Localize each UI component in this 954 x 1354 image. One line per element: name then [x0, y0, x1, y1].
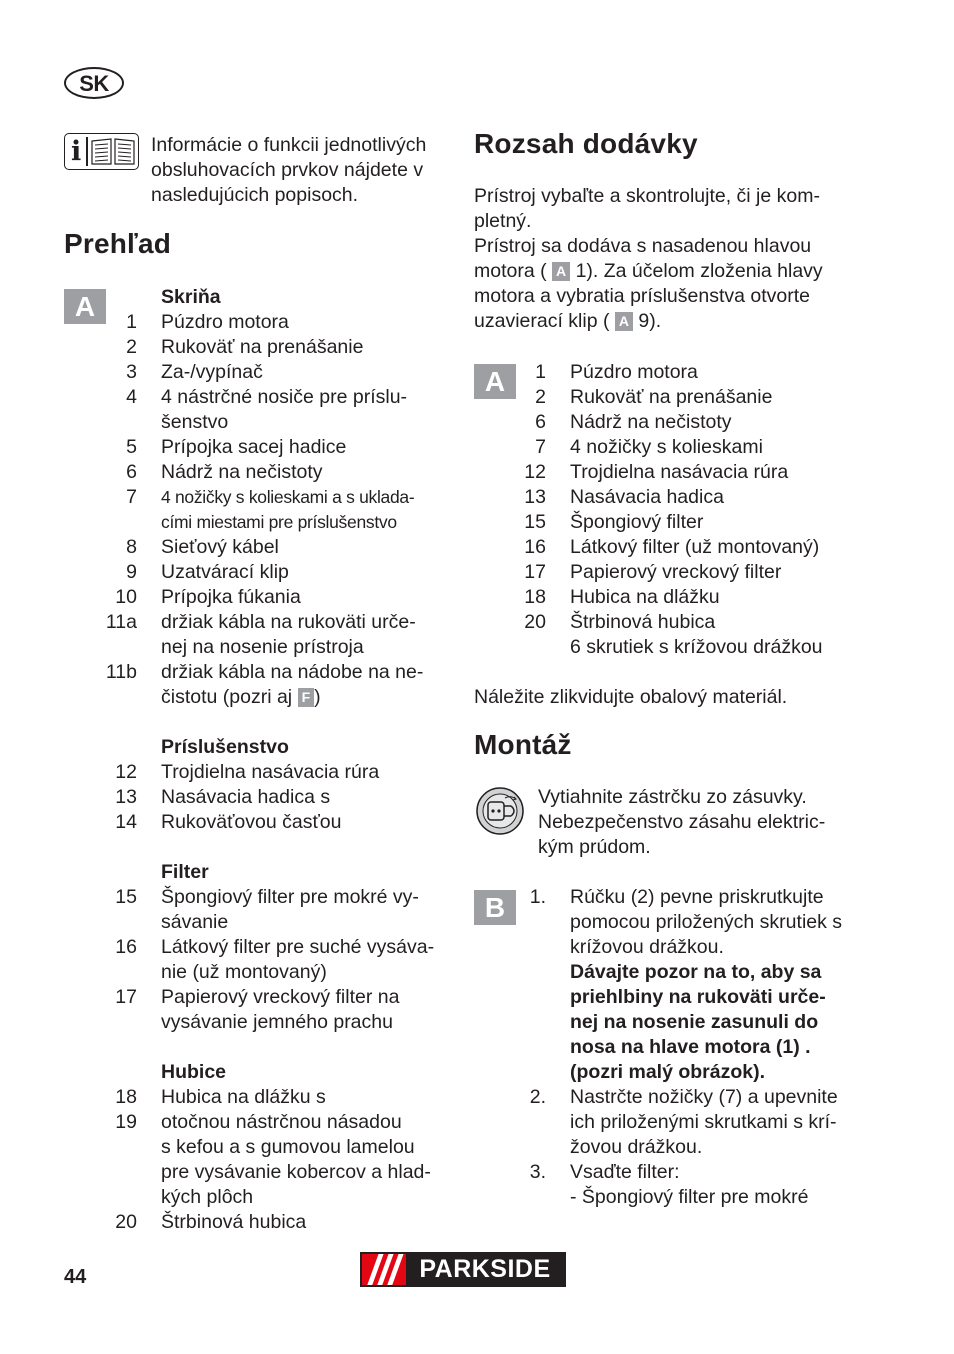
- open-book-icon: [90, 137, 136, 166]
- item-text: šenstvo: [161, 411, 229, 433]
- assembly-warning: [538, 785, 868, 860]
- assembly-step-item: [505, 1035, 865, 1060]
- scope-paragraph-line: motora ( A 1). Za účelom zloženia hlavy: [474, 260, 823, 282]
- figure-ref-a-badge: A: [64, 289, 106, 324]
- disposal-note: Náležite zlikvidujte obalový materiál.: [474, 686, 788, 708]
- intro-text: Informácie o funkcii jednotlivých obsluhovacích prvkov nájdete v nasledujúcich popisoch.: [151, 134, 427, 206]
- overview-item: [96, 460, 456, 485]
- item-text: sávanie: [161, 911, 229, 933]
- item-number: [96, 1010, 137, 1035]
- scope-item: [505, 360, 865, 385]
- scope-item: [505, 585, 865, 610]
- scope-item: [505, 485, 865, 510]
- scope-paragraph-line: Prístroj vybaľte a skontrolujte, či je kom-: [474, 185, 820, 207]
- item-number: [505, 1035, 546, 1060]
- item-text: nej na nosenie zasunuli do: [570, 1011, 819, 1033]
- overview-item: [96, 335, 456, 360]
- scope-item: [505, 510, 865, 535]
- overview-section-heading: [96, 735, 456, 760]
- item-text: Rukoväť na prenášanie: [570, 386, 773, 408]
- overview-item: [96, 510, 456, 535]
- item-text: Filter: [161, 861, 209, 883]
- item-number: [96, 1135, 137, 1160]
- figure-ref-badge: F: [298, 688, 315, 707]
- brand-wordmark: PARKSIDE: [406, 1254, 564, 1285]
- item-text: Látkový filter (už montovaný): [570, 536, 820, 558]
- item-number: 7: [126, 486, 137, 508]
- overview-section-heading: [96, 1060, 456, 1085]
- info-i-glyph: i: [71, 136, 82, 167]
- item-text: Látkový filter pre suché vysáva-: [161, 936, 435, 958]
- assembly-step-item: [505, 1010, 865, 1035]
- overview-item: [96, 810, 456, 835]
- item-text: Nasávacia hadica: [570, 486, 724, 508]
- item-text: Vsaďte filter:: [570, 1161, 680, 1183]
- item-text: Skriňa: [161, 286, 221, 308]
- scope-item: [505, 385, 865, 410]
- assembly-step-item: [505, 1185, 865, 1210]
- overview-heading: Prehľad: [64, 228, 172, 259]
- item-text: 4 nástrčné nosiče pre príslu-: [161, 386, 408, 408]
- scope-paragraph-line: Prístroj sa dodáva s nasadenou hlavou: [474, 235, 812, 257]
- assembly-step-item: [505, 1085, 865, 1110]
- scope-heading: Rozsah dodávky: [474, 128, 698, 159]
- item-text: čistotu (pozri aj: [161, 686, 298, 708]
- info-manual-icon: [64, 133, 139, 170]
- parkside-logo: [360, 1252, 566, 1287]
- item-number: 1.: [529, 886, 546, 908]
- item-text: Hubice: [161, 1061, 227, 1083]
- item-text: Papierový vreckový filter: [570, 561, 782, 583]
- figure-ref-b-badge: B: [474, 890, 516, 925]
- assembly-steps: [505, 885, 865, 1210]
- item-text: cími miestami pre príslušenstvo: [161, 512, 397, 532]
- overview-item: [96, 560, 456, 585]
- language-badge: SK: [64, 67, 124, 99]
- figure-ref-badge: A: [615, 312, 633, 331]
- item-number: [96, 860, 137, 885]
- overview-item: [96, 935, 456, 960]
- item-number: 8: [126, 536, 137, 558]
- item-number: 17: [115, 986, 137, 1008]
- item-text: Púzdro motora: [161, 311, 289, 333]
- item-number: 5: [126, 436, 137, 458]
- item-text: Hubica na dlážku: [570, 586, 720, 608]
- scope-item: [505, 435, 865, 460]
- item-number: 10: [115, 586, 137, 608]
- item-number: [505, 910, 546, 935]
- scope-figure-ref-badge: A: [474, 364, 516, 399]
- overview-list: [96, 285, 456, 1235]
- item-text: Dávajte pozor na to, aby sa: [570, 961, 822, 983]
- assembly-step-item: [505, 1110, 865, 1135]
- item-number: 15: [524, 511, 546, 533]
- overview-item: [96, 1185, 456, 1210]
- overview-item: [96, 1135, 456, 1160]
- item-number: 16: [524, 536, 546, 558]
- item-text: 4 nožičky s kolieskami: [570, 436, 763, 458]
- scope-list: [505, 360, 865, 660]
- item-text: - Špongiový filter pre mokré: [570, 1186, 809, 1208]
- scope-paragraph-line: uzavierací klip ( A 9).: [474, 310, 662, 332]
- item-number: [505, 1135, 546, 1160]
- item-text: Špongiový filter pre mokré vy-: [161, 886, 419, 908]
- item-number: 15: [115, 886, 137, 908]
- assembly-step-item: [505, 960, 865, 985]
- item-text: ich priloženými skrutkami s krí-: [570, 1111, 837, 1133]
- item-number: [96, 1160, 137, 1185]
- unplug-warning-icon: [475, 786, 525, 836]
- overview-item: [96, 1085, 456, 1110]
- item-text: držiak kábla na nádobe na ne-: [161, 661, 424, 683]
- item-text: Prípojka sacej hadice: [161, 436, 347, 458]
- overview-item: [96, 960, 456, 985]
- item-number: [505, 1110, 546, 1135]
- item-number: 6: [535, 411, 546, 433]
- overview-item: [96, 760, 456, 785]
- item-number: 9: [126, 561, 137, 583]
- item-text: Nastrčte nožičky (7) a upevnite: [570, 1086, 838, 1108]
- item-number: 13: [524, 486, 546, 508]
- overview-item: [96, 1010, 456, 1035]
- overview-item: [96, 585, 456, 610]
- item-text: 4 nožičky s kolieskami a s uklada-: [161, 487, 415, 507]
- overview-item: [96, 660, 456, 685]
- overview-item: [96, 1210, 456, 1235]
- warning-line: Nebezpečenstvo zásahu elektric-: [538, 811, 826, 833]
- item-number: 2.: [529, 1086, 546, 1108]
- item-text: Rúčku (2) pevne priskrutkujte: [570, 886, 824, 908]
- item-number: 20: [115, 1211, 137, 1233]
- item-text: držiak kábla na rukoväti urče-: [161, 611, 416, 633]
- overview-item: [96, 910, 456, 935]
- item-number: [505, 1010, 546, 1035]
- scope-item: [505, 560, 865, 585]
- assembly-step-item: [505, 910, 865, 935]
- assembly-step-item: [505, 985, 865, 1010]
- overview-section-heading: [96, 285, 456, 310]
- item-number: 7: [535, 436, 546, 458]
- item-number: [505, 935, 546, 960]
- item-text: Púzdro motora: [570, 361, 698, 383]
- scope-item: [505, 460, 865, 485]
- warning-line: Vytiahnite zástrčku zo zásuvky.: [538, 786, 807, 808]
- item-text: Papierový vreckový filter na: [161, 986, 400, 1008]
- item-text: 6 skrutiek s krížovou drážkou: [570, 636, 823, 658]
- item-number: 17: [524, 561, 546, 583]
- item-text: Za-/vypínač: [161, 361, 263, 383]
- item-number: [96, 910, 137, 935]
- item-number: 18: [115, 1086, 137, 1108]
- item-number: [96, 510, 137, 535]
- item-number: 3: [126, 361, 137, 383]
- item-number: 11b: [105, 661, 137, 683]
- item-text: Nádrž na nečistoty: [570, 411, 732, 433]
- overview-item: [96, 385, 456, 410]
- item-number: [505, 1060, 546, 1085]
- item-text: vysávanie jemného prachu: [161, 1011, 393, 1033]
- item-text: pomocou priložených skrutiek s: [570, 911, 843, 933]
- item-number: [96, 1185, 137, 1210]
- item-text: Rukoväťovou časťou: [161, 811, 342, 833]
- overview-item: [96, 635, 456, 660]
- item-text: žovou drážkou.: [570, 1136, 703, 1158]
- item-text: kých plôch: [161, 1186, 254, 1208]
- overview-item: [96, 410, 456, 435]
- item-number: [96, 1060, 137, 1085]
- overview-item: [96, 1110, 456, 1135]
- overview-item: [96, 610, 456, 635]
- item-number: [505, 960, 546, 985]
- item-text: Uzatvárací klip: [161, 561, 289, 583]
- item-text: nosa na hlave motora (1) .: [570, 1036, 811, 1058]
- scope-item: [505, 410, 865, 435]
- scope-paragraph-line: pletný.: [474, 210, 532, 232]
- page-number: 44: [64, 1266, 87, 1288]
- item-number: [505, 1185, 546, 1210]
- overview-item: [96, 885, 456, 910]
- item-number: 18: [524, 586, 546, 608]
- item-text: priehlbiny na rukoväti urče-: [570, 986, 826, 1008]
- item-number: 14: [115, 811, 137, 833]
- item-text: nie (už montovaný): [161, 961, 327, 983]
- overview-item: [96, 985, 456, 1010]
- item-text: Sieťový kábel: [161, 536, 279, 558]
- item-number: 1: [126, 311, 137, 333]
- item-number: [96, 285, 137, 310]
- item-text: pre vysávanie kobercov a hlad-: [161, 1161, 431, 1183]
- item-number: 12: [115, 761, 137, 783]
- item-text: s kefou a s gumovou lamelou: [161, 1136, 415, 1158]
- scope-paragraph: [474, 184, 874, 334]
- item-number: 2: [535, 386, 546, 408]
- item-text: Štrbinová hubica: [161, 1211, 307, 1233]
- item-number: [505, 635, 546, 660]
- item-number: [96, 735, 137, 760]
- item-number: [96, 685, 137, 710]
- overview-item: [96, 785, 456, 810]
- item-number: 3.: [529, 1161, 546, 1183]
- item-text: Rukoväť na prenášanie: [161, 336, 364, 358]
- scope-item: [505, 635, 865, 660]
- item-text: krížovou drážkou.: [570, 936, 724, 958]
- item-number: [505, 985, 546, 1010]
- item-text: Trojdielna nasávacia rúra: [570, 461, 789, 483]
- overview-item: čistotu (pozri aj F ): [96, 685, 456, 710]
- item-text: Špongiový filter: [570, 511, 704, 533]
- scope-item: [505, 610, 865, 635]
- warning-line: kým prúdom.: [538, 836, 651, 858]
- item-text: Nasávacia hadica s: [161, 786, 331, 808]
- overview-section-heading: [96, 860, 456, 885]
- item-number: [96, 960, 137, 985]
- item-number: 1: [535, 361, 546, 383]
- item-text: Štrbinová hubica: [570, 611, 716, 633]
- item-number: 12: [524, 461, 546, 483]
- overview-item: [96, 485, 456, 510]
- assembly-step-item: [505, 1160, 865, 1185]
- item-text: (pozri malý obrázok).: [570, 1061, 766, 1083]
- assembly-step-item: [505, 1135, 865, 1160]
- figure-ref-badge: A: [552, 262, 570, 281]
- item-text: Prípojka fúkania: [161, 586, 301, 608]
- item-number: 19: [115, 1111, 137, 1133]
- item-number: 16: [115, 936, 137, 958]
- item-text: Hubica na dlážku s: [161, 1086, 326, 1108]
- assembly-step-item: [505, 885, 865, 910]
- item-number: 11a: [105, 611, 137, 633]
- overview-item: [96, 435, 456, 460]
- item-text: Príslušenstvo: [161, 736, 289, 758]
- overview-item: [96, 535, 456, 560]
- item-number: 6: [126, 461, 137, 483]
- item-number: [96, 410, 137, 435]
- assembly-step-item: [505, 935, 865, 960]
- item-number: 13: [115, 786, 137, 808]
- item-text: nej na nosenie prístroja: [161, 636, 364, 658]
- item-number: 20: [524, 611, 546, 633]
- overview-item: [96, 360, 456, 385]
- scope-paragraph-line: motora a vybratia príslušenstva otvorte: [474, 285, 810, 307]
- assembly-step-item: [505, 1060, 865, 1085]
- item-text: otočnou nástrčnou násadou: [161, 1111, 402, 1133]
- item-text: Trojdielna nasávacia rúra: [161, 761, 380, 783]
- overview-item: [96, 1160, 456, 1185]
- overview-item: [96, 310, 456, 335]
- scope-item: [505, 535, 865, 560]
- item-number: 2: [126, 336, 137, 358]
- item-text: Nádrž na nečistoty: [161, 461, 323, 483]
- item-number: 4: [126, 386, 137, 408]
- item-number: [96, 635, 137, 660]
- assembly-heading: Montáž: [474, 729, 572, 760]
